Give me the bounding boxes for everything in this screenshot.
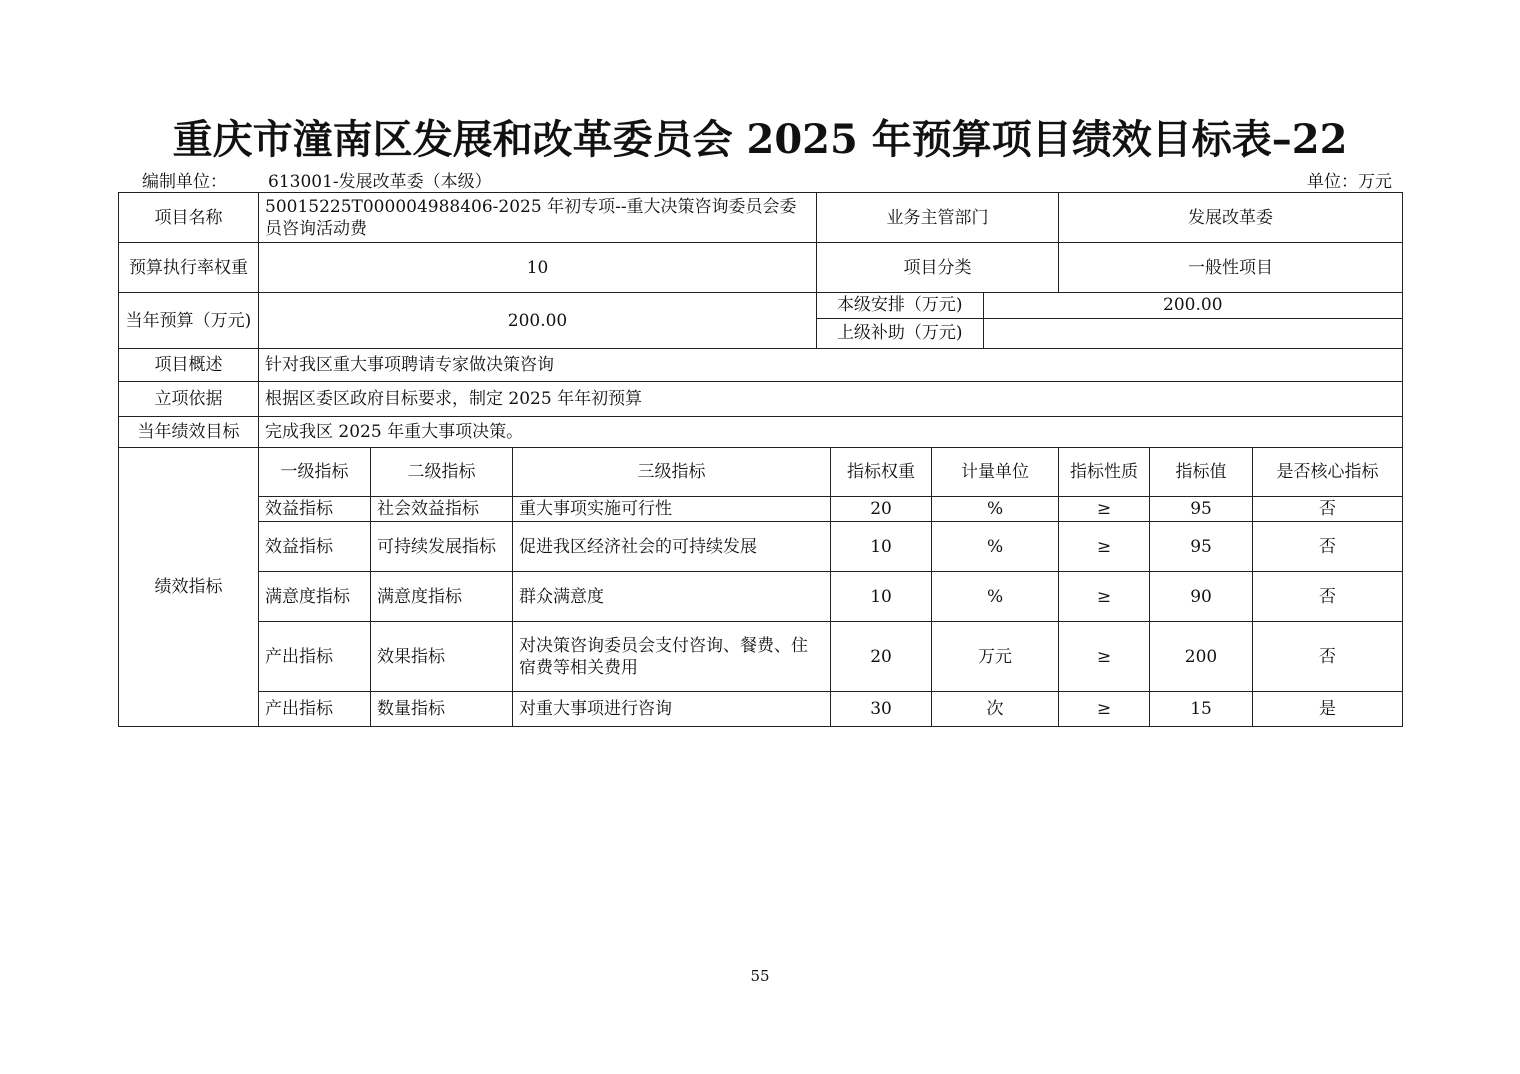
cell-unit: 万元 bbox=[932, 622, 1059, 692]
upper-subsidy-label: 上级补助（万元) bbox=[817, 318, 983, 348]
performance-table bbox=[118, 192, 1403, 727]
cell-level2: 社会效益指标 bbox=[371, 497, 513, 522]
compiling-unit-value: 613001-发展改革委（本级） bbox=[268, 172, 492, 192]
cell-level1: 产出指标 bbox=[259, 692, 371, 727]
cell-unit: % bbox=[932, 572, 1059, 622]
cell-level1: 效益指标 bbox=[259, 497, 371, 522]
budget-breakdown bbox=[817, 293, 1403, 349]
cell-core: 否 bbox=[1253, 522, 1403, 572]
dept-value: 发展改革委 bbox=[1059, 193, 1403, 243]
indicators-section-label: 绩效指标 bbox=[119, 448, 259, 727]
cell-level1: 效益指标 bbox=[259, 522, 371, 572]
cell-nature: ≥ bbox=[1059, 692, 1150, 727]
header-core: 是否核心指标 bbox=[1253, 448, 1403, 497]
category-value: 一般性项目 bbox=[1059, 243, 1403, 293]
cell-level3: 促进我区经济社会的可持续发展 bbox=[513, 522, 831, 572]
table-row bbox=[119, 572, 1403, 622]
document-title: 重庆市潼南区发展和改革委员会 2025 年预算项目绩效目标表–22 bbox=[172, 116, 1348, 163]
cell-core: 否 bbox=[1253, 572, 1403, 622]
cell-nature: ≥ bbox=[1059, 522, 1150, 572]
basis-value: 根据区委区政府目标要求，制定 2025 年年初预算 bbox=[259, 382, 1403, 417]
cell-nature: ≥ bbox=[1059, 497, 1150, 522]
cell-level2: 效果指标 bbox=[371, 622, 513, 692]
cell-weight: 10 bbox=[831, 572, 932, 622]
project-name-value: 50015225T000004988406-2025 年初专项--重大决策咨询委员会委员咨询活动费 bbox=[259, 193, 817, 243]
weight-value: 10 bbox=[259, 243, 817, 293]
cell-level1: 满意度指标 bbox=[259, 572, 371, 622]
cell-unit: % bbox=[932, 497, 1059, 522]
cell-weight: 30 bbox=[831, 692, 932, 727]
project-name-label: 项目名称 bbox=[119, 193, 259, 243]
basis-label: 立项依据 bbox=[119, 382, 259, 417]
cell-weight: 10 bbox=[831, 522, 932, 572]
table-row bbox=[119, 522, 1403, 572]
local-budget-label: 本级安排（万元) bbox=[836, 295, 963, 316]
cell-core: 否 bbox=[1253, 497, 1403, 522]
cell-unit: % bbox=[932, 522, 1059, 572]
header-nature: 指标性质 bbox=[1059, 448, 1150, 497]
header-unit: 计量单位 bbox=[932, 448, 1059, 497]
cell-weight: 20 bbox=[831, 497, 932, 522]
cell-level2: 数量指标 bbox=[371, 692, 513, 727]
goal-value: 完成我区 2025 年重大事项决策。 bbox=[259, 417, 1403, 448]
cell-unit: 次 bbox=[932, 692, 1059, 727]
table-row bbox=[119, 692, 1403, 727]
cell-value: 90 bbox=[1150, 572, 1253, 622]
cell-value: 95 bbox=[1150, 497, 1253, 522]
category-label: 项目分类 bbox=[817, 243, 1059, 293]
cell-level3: 对重大事项进行咨询 bbox=[513, 692, 831, 727]
cell-nature: ≥ bbox=[1059, 622, 1150, 692]
cell-level3: 重大事项实施可行性 bbox=[513, 497, 831, 522]
cell-core: 否 bbox=[1253, 622, 1403, 692]
dept-label: 业务主管部门 bbox=[817, 193, 1059, 243]
header-level1: 一级指标 bbox=[259, 448, 371, 497]
cell-level2: 可持续发展指标 bbox=[371, 522, 513, 572]
cell-nature: ≥ bbox=[1059, 572, 1150, 622]
cell-value: 200 bbox=[1150, 622, 1253, 692]
table-row bbox=[119, 622, 1403, 692]
local-budget-value: 200.00 bbox=[983, 293, 1402, 318]
cell-value: 95 bbox=[1150, 522, 1253, 572]
cell-core: 是 bbox=[1253, 692, 1403, 727]
cell-level3: 对决策咨询委员会支付咨询、餐费、住宿费等相关费用 bbox=[513, 622, 831, 692]
cell-level1: 产出指标 bbox=[259, 622, 371, 692]
budget-label: 当年预算（万元) bbox=[119, 293, 259, 349]
overview-value: 针对我区重大事项聘请专家做决策咨询 bbox=[259, 349, 1403, 382]
cell-weight: 20 bbox=[831, 622, 932, 692]
header-level3: 三级指标 bbox=[513, 448, 831, 497]
currency-unit: 单位：万元 bbox=[1307, 172, 1392, 192]
overview-label: 项目概述 bbox=[119, 349, 259, 382]
weight-label: 预算执行率权重 bbox=[119, 243, 259, 293]
upper-subsidy-value bbox=[983, 318, 1402, 348]
cell-level3: 群众满意度 bbox=[513, 572, 831, 622]
goal-label: 当年绩效目标 bbox=[119, 417, 259, 448]
compiling-unit-label: 编制单位： bbox=[142, 172, 227, 192]
page-number: 55 bbox=[750, 967, 770, 985]
table-row bbox=[119, 497, 1403, 522]
budget-value: 200.00 bbox=[259, 293, 817, 349]
cell-level2: 满意度指标 bbox=[371, 572, 513, 622]
header-value: 指标值 bbox=[1150, 448, 1253, 497]
header-weight: 指标权重 bbox=[831, 448, 932, 497]
cell-value: 15 bbox=[1150, 692, 1253, 727]
header-level2: 二级指标 bbox=[371, 448, 513, 497]
